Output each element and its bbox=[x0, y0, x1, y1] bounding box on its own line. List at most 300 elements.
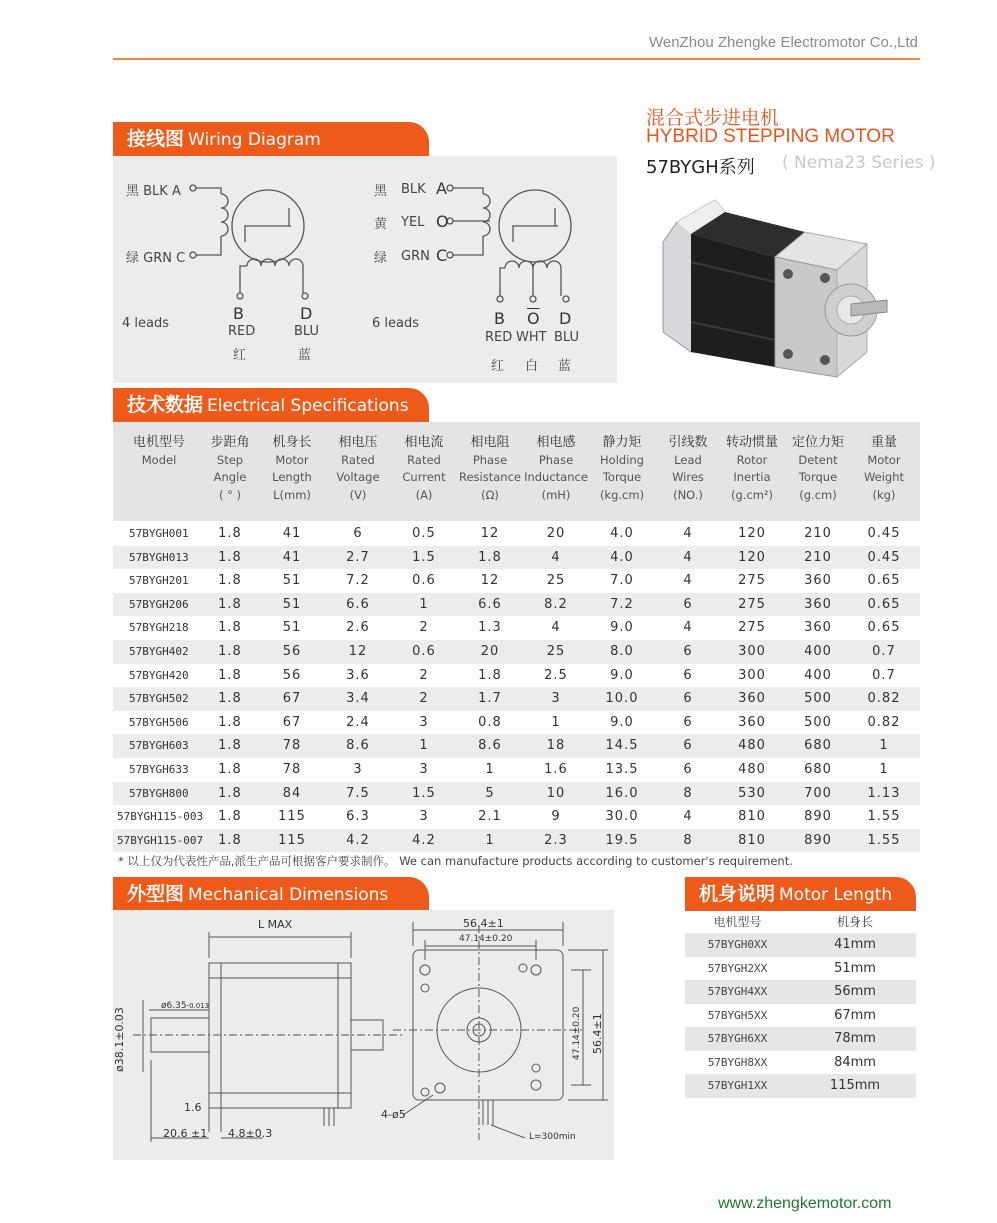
spec-value-cell: 500 bbox=[804, 691, 832, 707]
spec-value-cell: 360 bbox=[804, 573, 832, 589]
spec-value-cell: 8 bbox=[683, 832, 693, 848]
spec-value-cell: 19.5 bbox=[605, 832, 639, 848]
spec-value-cell: 3.6 bbox=[346, 667, 370, 683]
spec-col-header-en: (Ω) bbox=[481, 487, 499, 502]
spec-col-header-en: Angle bbox=[213, 470, 247, 484]
spec-value-cell: 500 bbox=[804, 714, 832, 730]
spec-heading bbox=[113, 388, 429, 422]
spec-value-cell: 25 bbox=[546, 644, 566, 659]
spec-col-header-en: Holding bbox=[600, 452, 644, 467]
spec-value-cell: 4.0 bbox=[610, 549, 634, 565]
spec-col-header-en: (kg) bbox=[872, 487, 896, 502]
six-lead-b-letter: B bbox=[494, 309, 505, 328]
spec-value-cell: 6.6 bbox=[478, 596, 502, 612]
spec-value-cell: 4 bbox=[683, 549, 693, 565]
spec-model-cell: 57BYGH218 bbox=[129, 621, 189, 635]
spec-value-cell: 275 bbox=[738, 573, 766, 589]
mechanical-heading bbox=[113, 877, 429, 911]
spec-value-cell: 115 bbox=[278, 809, 306, 825]
spec-col-header-cn: 相电感 bbox=[536, 435, 576, 450]
spec-value-cell: 1.8 bbox=[218, 549, 242, 565]
spec-value-cell: 810 bbox=[738, 832, 766, 848]
spec-model-cell: 57BYGH115-003 bbox=[117, 810, 204, 824]
spec-value-cell: 67 bbox=[282, 714, 302, 730]
spec-col-header-en: Weight bbox=[863, 470, 905, 484]
dim-1-6: 1.6 bbox=[184, 1101, 202, 1114]
spec-col-header-en: Torque bbox=[798, 470, 838, 484]
spec-value-cell: 1.8 bbox=[218, 526, 242, 541]
motor-length-model: 57BYGH0XX bbox=[707, 938, 768, 951]
spec-value-cell: 115 bbox=[278, 832, 306, 848]
spec-value-cell: 0.65 bbox=[867, 596, 901, 612]
spec-col-header bbox=[457, 434, 523, 504]
mechanical-heading-en: Mechanical Dimensions bbox=[188, 885, 389, 905]
company-name: WenZhou Zhengke Electromotor Co.,Ltd bbox=[648, 34, 918, 51]
six-lead-c-en: GRN bbox=[401, 249, 430, 264]
four-lead-d-en: BLU bbox=[294, 324, 320, 339]
spec-col-header-cn: 转动惯量 bbox=[725, 435, 778, 450]
spec-model-cell: 57BYGH206 bbox=[129, 597, 189, 611]
spec-value-cell: 360 bbox=[804, 620, 832, 636]
spec-value-cell: 0.5 bbox=[412, 526, 436, 541]
six-lead-b-en: RED bbox=[485, 330, 513, 345]
dim-shaft bbox=[161, 1001, 209, 1011]
spec-value-cell: 3 bbox=[419, 762, 429, 777]
dim-holes: 4-ø5 bbox=[381, 1108, 406, 1121]
spec-table-row bbox=[113, 569, 920, 593]
spec-value-cell: 3 bbox=[353, 762, 363, 777]
spec-value-cell: 2.1 bbox=[478, 809, 502, 825]
six-lead-obar-cn: 白 bbox=[525, 359, 539, 374]
spec-value-cell: 51 bbox=[282, 620, 302, 636]
spec-col-header bbox=[325, 434, 391, 504]
six-lead-o-en: YEL bbox=[401, 215, 425, 230]
spec-note: * 以上仅为代表性产品,派生产品可根据客户要求制作。 We can manufacture products according to customer's requirement. bbox=[118, 854, 793, 868]
spec-value-cell: 20 bbox=[546, 526, 566, 541]
spec-value-cell: 680 bbox=[804, 738, 832, 754]
spec-col-header-en: Inertia bbox=[733, 470, 771, 484]
spec-table-row bbox=[113, 616, 920, 640]
spec-col-header-en: (g.cm²) bbox=[730, 487, 774, 502]
spec-value-cell: 8.6 bbox=[346, 738, 370, 754]
spec-value-cell: 51 bbox=[282, 573, 302, 589]
spec-value-cell: 1.8 bbox=[218, 832, 242, 848]
spec-col-header-en: Motor bbox=[275, 452, 309, 467]
spec-col-header bbox=[197, 434, 263, 504]
spec-value-cell: 30.0 bbox=[605, 809, 639, 825]
spec-value-cell: 25 bbox=[546, 573, 566, 589]
spec-value-cell: 120 bbox=[738, 549, 766, 565]
spec-value-cell: 1 bbox=[485, 832, 495, 848]
spec-table-row bbox=[113, 640, 920, 664]
spec-col-header-en: Wires bbox=[672, 470, 704, 484]
spec-table-row bbox=[113, 829, 920, 853]
spec-value-cell: 6 bbox=[683, 667, 693, 683]
spec-value-cell: 480 bbox=[738, 738, 766, 754]
spec-value-cell: 4 bbox=[683, 526, 693, 541]
motor-length-value: 51mm bbox=[834, 960, 876, 976]
spec-model-cell: 57BYGH502 bbox=[129, 692, 189, 706]
spec-table-row bbox=[113, 782, 920, 806]
motor-length-value: 84mm bbox=[834, 1054, 876, 1070]
six-lead-d-en: BLU bbox=[554, 330, 580, 345]
spec-value-cell: 300 bbox=[738, 667, 766, 683]
spec-value-cell: 1 bbox=[879, 762, 889, 777]
spec-model-cell: 57BYGH115-007 bbox=[117, 833, 204, 847]
spec-value-cell: 3.4 bbox=[346, 691, 370, 707]
spec-value-cell: 0.82 bbox=[867, 714, 901, 730]
spec-value-cell: 1.8 bbox=[218, 785, 242, 801]
spec-value-cell: 680 bbox=[804, 762, 832, 777]
spec-value-cell: 6.3 bbox=[346, 809, 370, 825]
spec-value-cell: 6 bbox=[683, 691, 693, 707]
motor-length-value: 41mm bbox=[834, 937, 876, 952]
spec-table-row bbox=[113, 734, 920, 758]
motor-length-model: 57BYGH1XX bbox=[707, 1079, 768, 1092]
spec-col-header-en: Rotor bbox=[736, 452, 768, 467]
motor-length-header bbox=[685, 911, 916, 933]
spec-value-cell: 2.7 bbox=[346, 549, 370, 565]
spec-value-cell: 84 bbox=[282, 785, 302, 801]
spec-value-cell: 1.8 bbox=[218, 738, 242, 754]
spec-value-cell: 360 bbox=[738, 691, 766, 707]
spec-col-header bbox=[259, 434, 325, 504]
mechanical-drawing bbox=[113, 910, 614, 1160]
spec-value-cell: 1 bbox=[879, 738, 889, 754]
dim-width-4714: 47.14±0.20 bbox=[459, 934, 513, 944]
spec-col-header-en: Rated bbox=[341, 452, 375, 467]
spec-value-cell: 6.6 bbox=[346, 596, 370, 612]
six-lead-c-cn: 绿 bbox=[374, 251, 388, 266]
spec-col-header-en: Motor bbox=[867, 452, 901, 467]
spec-value-cell: 1.13 bbox=[867, 785, 901, 801]
four-lead-b-cn: 红 bbox=[233, 348, 247, 363]
spec-value-cell: 41 bbox=[282, 526, 302, 541]
motor-length-row bbox=[685, 933, 916, 957]
motor-length-heading bbox=[685, 877, 916, 911]
series-name: 57BYGH系列 bbox=[646, 157, 755, 178]
spec-value-cell: 78 bbox=[282, 762, 302, 777]
motor-length-model: 57BYGH6XX bbox=[707, 1032, 768, 1045]
spec-col-header-en: (NO.) bbox=[673, 487, 703, 502]
spec-value-cell: 1 bbox=[419, 596, 429, 612]
spec-value-cell: 8.6 bbox=[478, 738, 502, 754]
spec-value-cell: 4 bbox=[551, 549, 561, 565]
spec-value-cell: 6 bbox=[683, 738, 693, 754]
spec-value-cell: 6 bbox=[353, 526, 363, 541]
six-lead-count: 6 leads bbox=[372, 316, 420, 331]
spec-value-cell: 0.7 bbox=[872, 644, 896, 659]
spec-value-cell: 8 bbox=[683, 785, 693, 801]
spec-value-cell: 7.5 bbox=[346, 785, 370, 801]
spec-value-cell: 530 bbox=[738, 785, 766, 801]
spec-value-cell: 6 bbox=[683, 714, 693, 730]
motor-length-model: 57BYGH5XX bbox=[707, 1008, 768, 1022]
spec-col-header-cn: 引线数 bbox=[668, 435, 708, 450]
spec-value-cell: 1.8 bbox=[218, 644, 242, 659]
spec-col-header-en: L(mm) bbox=[273, 487, 311, 502]
motor-length-value: 56mm bbox=[834, 984, 876, 999]
spec-col-header bbox=[851, 434, 917, 504]
spec-value-cell: 275 bbox=[738, 596, 766, 612]
spec-col-header bbox=[523, 434, 589, 504]
spec-heading-en: Electrical Specifications bbox=[207, 396, 409, 416]
spec-value-cell: 360 bbox=[804, 596, 832, 612]
spec-col-header-en: Torque bbox=[602, 470, 642, 484]
motor-length-heading-cn: 机身说明 bbox=[699, 883, 776, 905]
wiring-diagram-heading bbox=[113, 122, 429, 156]
series-subtitle: ( Nema23 Series ) bbox=[782, 153, 936, 173]
spec-value-cell: 2 bbox=[419, 691, 429, 707]
spec-col-header bbox=[655, 434, 721, 504]
spec-col-header-en: (V) bbox=[349, 487, 367, 502]
six-lead-o-cn: 黄 bbox=[374, 217, 388, 232]
motor-length-row bbox=[685, 957, 916, 981]
spec-value-cell: 10.0 bbox=[605, 691, 639, 707]
four-lead-count: 4 leads bbox=[122, 316, 170, 331]
six-lead-d-letter: D bbox=[559, 309, 572, 328]
spec-heading-cn: 技术数据 bbox=[127, 394, 204, 416]
spec-value-cell: 4.2 bbox=[412, 832, 436, 848]
dim-boss: ø38.1±0.03 bbox=[113, 1007, 126, 1072]
spec-col-header bbox=[589, 434, 655, 504]
six-lead-b-cn: 红 bbox=[491, 359, 505, 374]
spec-table-row bbox=[113, 805, 920, 829]
motor-length-value: 115mm bbox=[829, 1078, 881, 1093]
spec-value-cell: 7.0 bbox=[610, 573, 634, 589]
spec-value-cell: 12 bbox=[480, 526, 500, 541]
motor-length-model: 57BYGH4XX bbox=[707, 985, 768, 998]
spec-value-cell: 4.2 bbox=[346, 832, 370, 848]
spec-col-header-cn: 定位力矩 bbox=[791, 435, 844, 450]
spec-value-cell: 2.5 bbox=[544, 667, 568, 683]
spec-value-cell: 0.8 bbox=[478, 714, 502, 730]
spec-value-cell: 400 bbox=[804, 644, 832, 659]
spec-value-cell: 300 bbox=[738, 644, 766, 659]
spec-value-cell: 56 bbox=[282, 644, 302, 659]
dim-shaft-main: ø6.35 bbox=[161, 1001, 187, 1011]
spec-value-cell: 1.5 bbox=[412, 785, 436, 801]
spec-table-row bbox=[113, 522, 920, 546]
spec-value-cell: 4 bbox=[683, 620, 693, 636]
spec-value-cell: 2 bbox=[419, 620, 429, 636]
spec-value-cell: 1.8 bbox=[218, 573, 242, 589]
spec-col-header-cn: 机身长 bbox=[272, 435, 312, 450]
spec-col-header-cn: 相电压 bbox=[338, 435, 378, 450]
spec-col-header-en: Phase bbox=[472, 452, 508, 467]
spec-col-header-cn: 电机型号 bbox=[132, 435, 185, 450]
spec-value-cell: 210 bbox=[804, 549, 832, 565]
six-lead-d-cn: 蓝 bbox=[558, 359, 572, 374]
spec-table-row bbox=[113, 593, 920, 617]
six-lead-obar-en: WHT bbox=[516, 330, 547, 345]
spec-value-cell: 16.0 bbox=[605, 785, 639, 801]
spec-value-cell: 1.8 bbox=[478, 549, 502, 565]
spec-value-cell: 13.5 bbox=[605, 762, 639, 777]
spec-col-header-en: Length bbox=[272, 470, 312, 484]
spec-value-cell: 1.8 bbox=[218, 620, 242, 636]
spec-value-cell: 0.6 bbox=[412, 644, 436, 659]
spec-value-cell: 12 bbox=[480, 573, 500, 589]
spec-value-cell: 1.8 bbox=[218, 762, 242, 777]
spec-value-cell: 8.2 bbox=[544, 596, 568, 612]
spec-value-cell: 9.0 bbox=[610, 620, 634, 636]
spec-value-cell: 9.0 bbox=[610, 667, 634, 683]
spec-value-cell: 2.3 bbox=[544, 832, 568, 848]
spec-value-cell: 0.7 bbox=[872, 667, 896, 683]
spec-col-header-en: Step bbox=[216, 452, 244, 467]
dim-width-564: 56.4±1 bbox=[463, 917, 504, 930]
spec-col-header-en: Phase bbox=[538, 452, 574, 467]
spec-col-header-en: Lead bbox=[674, 452, 702, 467]
dim-lead-length: L=300min bbox=[529, 1132, 576, 1142]
spec-col-header-en: Detent bbox=[798, 452, 838, 467]
spec-table-header bbox=[113, 422, 920, 521]
spec-col-header bbox=[391, 434, 457, 504]
spec-value-cell: 1.55 bbox=[867, 809, 901, 825]
spec-value-cell: 0.65 bbox=[867, 620, 901, 636]
header-divider bbox=[113, 58, 920, 60]
spec-table-row bbox=[113, 711, 920, 735]
four-lead-b-en: RED bbox=[228, 324, 256, 339]
spec-value-cell: 4 bbox=[683, 573, 693, 589]
spec-value-cell: 1.3 bbox=[478, 620, 502, 636]
spec-value-cell: 275 bbox=[738, 620, 766, 636]
motor-length-row bbox=[685, 1004, 916, 1028]
spec-model-cell: 57BYGH603 bbox=[129, 739, 189, 753]
spec-col-header bbox=[785, 434, 851, 504]
spec-value-cell: 480 bbox=[738, 762, 766, 777]
spec-model-cell: 57BYGH201 bbox=[129, 574, 189, 588]
spec-col-header-en: Rated bbox=[407, 452, 441, 467]
spec-value-cell: 9 bbox=[551, 809, 561, 825]
wiring-heading-en: Wiring Diagram bbox=[188, 130, 321, 150]
spec-value-cell: 8.0 bbox=[610, 644, 634, 659]
spec-col-header bbox=[127, 434, 191, 469]
spec-value-cell: 1.7 bbox=[478, 691, 502, 707]
dim-20-6: 20.6 ±1 bbox=[163, 1127, 208, 1140]
spec-value-cell: 0.45 bbox=[867, 549, 901, 565]
spec-model-cell: 57BYGH506 bbox=[129, 715, 189, 729]
spec-model-cell: 57BYGH001 bbox=[129, 527, 189, 540]
spec-value-cell: 400 bbox=[804, 667, 832, 683]
spec-value-cell: 700 bbox=[804, 785, 832, 801]
spec-value-cell: 9.0 bbox=[610, 714, 634, 730]
spec-value-cell: 14.5 bbox=[605, 738, 639, 754]
spec-value-cell: 41 bbox=[282, 549, 302, 565]
motor-length-heading-en: Motor Length bbox=[779, 885, 893, 905]
four-lead-b-letter: B bbox=[233, 304, 244, 323]
spec-value-cell: 1.8 bbox=[218, 809, 242, 825]
spec-value-cell: 360 bbox=[738, 714, 766, 730]
motor-length-model: 57BYGH8XX bbox=[707, 1055, 768, 1069]
spec-value-cell: 0.82 bbox=[867, 691, 901, 707]
spec-value-cell: 18 bbox=[546, 738, 566, 754]
motor-length-col-model: 电机型号 bbox=[713, 915, 762, 929]
dim-height-4714: 47.14±0.20 bbox=[572, 1006, 582, 1060]
spec-table-row bbox=[113, 758, 920, 782]
spec-model-cell: 57BYGH402 bbox=[129, 645, 189, 658]
spec-col-header-en: (g.cm) bbox=[799, 487, 837, 502]
motor-length-value: 78mm bbox=[834, 1031, 876, 1046]
spec-value-cell: 1.55 bbox=[867, 832, 901, 848]
spec-value-cell: 67 bbox=[282, 691, 302, 707]
spec-col-header-en: (mH) bbox=[541, 487, 571, 502]
spec-value-cell: 78 bbox=[282, 738, 302, 754]
spec-value-cell: 890 bbox=[804, 832, 832, 848]
spec-model-cell: 57BYGH420 bbox=[129, 668, 189, 682]
website-url[interactable]: www.zhengkemotor.com bbox=[718, 1195, 892, 1212]
dim-4-8: 4.8±0.3 bbox=[228, 1127, 273, 1140]
product-title-cn: 混合式步进电机 bbox=[646, 107, 780, 129]
spec-col-header-cn: 重量 bbox=[870, 435, 897, 450]
spec-table-row bbox=[113, 664, 920, 688]
spec-value-cell: 4 bbox=[683, 809, 693, 825]
six-lead-a-letter: A bbox=[436, 179, 447, 198]
spec-model-cell: 57BYGH013 bbox=[129, 550, 189, 564]
spec-value-cell: 1.5 bbox=[412, 549, 436, 565]
spec-value-cell: 2 bbox=[419, 667, 429, 683]
spec-table-row bbox=[113, 687, 920, 711]
motor-length-model: 57BYGH2XX bbox=[707, 961, 768, 975]
spec-value-cell: 4.0 bbox=[610, 526, 634, 541]
spec-value-cell: 1 bbox=[419, 738, 429, 754]
spec-value-cell: 210 bbox=[804, 526, 832, 541]
spec-value-cell: 56 bbox=[282, 667, 302, 683]
six-lead-a-en: BLK bbox=[401, 182, 426, 197]
spec-value-cell: 120 bbox=[738, 526, 766, 541]
spec-value-cell: 810 bbox=[738, 809, 766, 825]
spec-value-cell: 0.65 bbox=[867, 573, 901, 589]
motor-length-row bbox=[685, 1074, 916, 1098]
spec-value-cell: 1 bbox=[551, 714, 561, 730]
spec-value-cell: 20 bbox=[480, 644, 500, 659]
spec-value-cell: 1 bbox=[485, 762, 495, 777]
spec-col-header-en: Resistance bbox=[459, 470, 521, 484]
product-title-en: HYBRID STEPPING MOTOR bbox=[646, 126, 895, 147]
six-lead-a-cn: 黑 bbox=[374, 184, 388, 199]
motor-photo bbox=[655, 182, 895, 382]
spec-table-row bbox=[113, 546, 920, 570]
spec-col-header-cn: 步距角 bbox=[210, 435, 250, 450]
motor-length-col-length: 机身长 bbox=[836, 915, 873, 929]
spec-value-cell: 2.6 bbox=[346, 620, 370, 636]
spec-col-header-en: Voltage bbox=[336, 470, 380, 484]
mechanical-heading-cn: 外型图 bbox=[127, 883, 185, 905]
spec-col-header-en: Inductance bbox=[524, 470, 588, 484]
dim-shaft-tol: -0.013 bbox=[186, 1002, 210, 1010]
spec-value-cell: 6 bbox=[683, 762, 693, 777]
spec-value-cell: 1.6 bbox=[544, 762, 568, 777]
six-lead-c-letter: C bbox=[436, 246, 448, 265]
spec-col-header-en: (A) bbox=[415, 487, 433, 502]
spec-value-cell: 3 bbox=[551, 691, 561, 707]
spec-value-cell: 6 bbox=[683, 596, 693, 612]
wiring-heading-cn: 接线图 bbox=[127, 128, 185, 150]
spec-value-cell: 1.8 bbox=[478, 667, 502, 683]
spec-col-header-en: Current bbox=[402, 470, 446, 484]
spec-value-cell: 1.8 bbox=[218, 667, 242, 683]
spec-value-cell: 5 bbox=[485, 785, 495, 801]
four-lead-c-label: 绿 GRN C bbox=[126, 251, 186, 266]
four-lead-d-letter: D bbox=[300, 304, 313, 323]
motor-length-row bbox=[685, 980, 916, 1004]
spec-value-cell: 7.2 bbox=[346, 573, 370, 589]
spec-value-cell: 7.2 bbox=[610, 596, 634, 612]
spec-value-cell: 3 bbox=[419, 809, 429, 825]
dim-lmax: L MAX bbox=[258, 918, 293, 931]
spec-value-cell: 6 bbox=[683, 644, 693, 659]
